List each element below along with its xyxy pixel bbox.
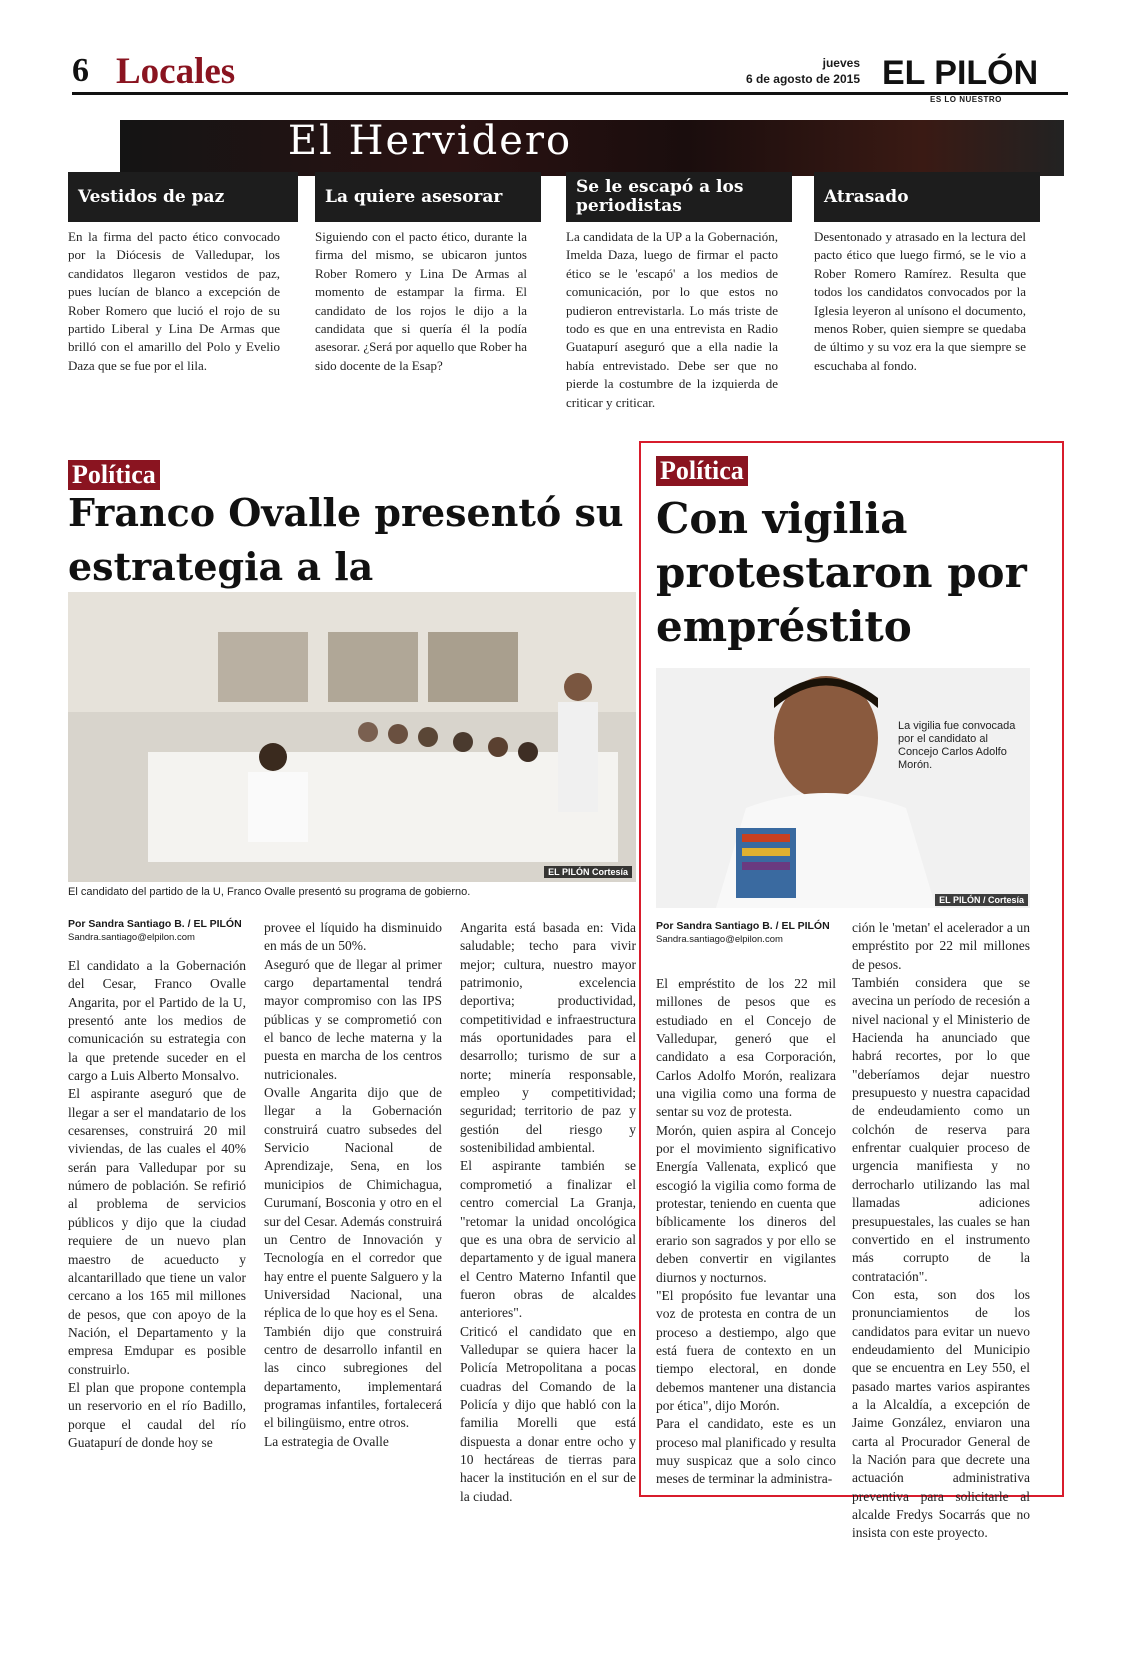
article-headline: Franco Ovalle presentó su estrategia a la (68, 490, 624, 589)
section-title: Locales (116, 51, 236, 92)
article-column: El candidato a la Gobernación del Cesar, Franco Ovalle Angarita, por el Partido de la U, presentó ante los medios de comunicación su estrategia con la que pretende suceder en el cargo a Luis Alberto Monsalvo. El aspirante aseguró que de llegar a ser el mandatario de los cesarenses, construirá 20 mil viviendas, de las cuales el 40% serán para Valledupar por su número de población. Se refirió al problema de servicios públicos y dijo que la ciudad requiere de un nuevo plan maestro de acueducto y alcantarillado que tiene un valor cercano a los 165 mil millones de pesos, que con apoyo de la Nación, el Departamento y la empresa Emdupar es posible construirlo. El plan que propone contempla un reservorio en el río Badillo, porque el caudal del río Guatapurí de donde hoy se (68, 958, 246, 1450)
article-column: provee el líquido ha disminuido en más de un 50%. Aseguró que de llegar al primer cargo departamental tendrá mayor compromiso con las IPS públicas y se comprometió con el banco de leche materna y la puesta en marcha de los centros nutricionales. Ovalle Angarita dijo que de llegar a la Gobernación construirá cuatro subsedes del Servicio Nacional de Aprendizaje, Sena, en los municipios de Chimichagua, Curumaní, Bosconia y otro en el sur del Cesar. Además construirá un Centro de Innovación y Tecnología en el corredor que hay entre el puente Salguero y la Universidad Nacional, una réplica de lo que hoy es el Sena. También dijo que construirá centro de desarrollo infantil en las cinco subregiones del departamento, implementará programas infantiles, fortalecerá el bilingüismo, entre otros. La estrategia de Ovalle (264, 920, 442, 1449)
photo-caption: El candidato del partido de la U, Franco Ovalle presentó su programa de gobierno. (68, 886, 471, 898)
email: Sandra.santiago@elpilon.com (68, 932, 195, 943)
header-date: 6 de agosto de 2015 (745, 72, 860, 86)
email: Sandra.santiago@elpilon.com (656, 934, 783, 945)
column-text: Siguiendo con el pacto ético, durante la firma del mismo, se ubicaron juntos Rober Romero y Lina De Armas al momento de estampar la firma. El candidato de los rojos le dijo a la candidata que si quería él la podía asesorar. ¿Será por aquello que Rober ha sido docente de la Esap? (315, 229, 527, 373)
column-heading: Vestidos de paz (68, 172, 298, 222)
header-day: jueves (822, 56, 860, 70)
photo-credit: EL PILÓN / Cortesía (935, 894, 1028, 906)
article-photo (656, 668, 1030, 908)
byline: Por Sandra Santiago B. / EL PILÓN (656, 920, 830, 932)
logo-slogan: ES LO NUESTRO (930, 95, 1002, 104)
article-photo (68, 592, 636, 882)
column-heading: Se le escapó a los periodistas (566, 172, 792, 222)
article-column: El empréstito de los 22 mil millones de pesos que es estudiado en el Concejo de Valledupar, generó que el candidato a esa Corporación, Carlos Adolfo Morón, realizara una vigilia como una forma de sentar su voz de protesta. Morón, quien aspira al Concejo por el movimiento significativo Energía Vallenata, explicó que escogió la vigilia como forma de protestar, teniendo en cuenta que bíblicamente los dineros del erario son sagrados y por ello se deben convertir en vigilantes diurnos y nocturnos. "El propósito fue levantar una voz de protesta en contra de un proceso a destiempo, algo que está fuera de contexto en un tiempo electoral, en donde debemos mantener una distancia por ética", dijo Morón. Para el candidato, este es un proceso mal planificado y resulta muy suspicaz que a solo cinco meses de terminar la administra- (656, 976, 836, 1487)
column-text: Desentonado y atrasado en la lectura del pacto ético que luego firmó, se le vio a Rober Romero Ramírez. Resulta que todos los candidatos convocados por la Iglesia leyeron al unísono el documento, menos Rober, quien siempre se quedaba de último y su voz era la que siempre se escuchaba al fondo. (814, 229, 1026, 373)
header-rule (72, 92, 1068, 95)
category-label: Política (656, 456, 748, 486)
article-column: ción le 'metan' el acelerador a un empréstito por 22 mil millones de pesos. También considera que se avecina un período de recesión a nivel nacional y el Ministerio de Hacienda ha anunciado que habrá recortes, por lo que "deberíamos dejar nuestro presupuesto y nuestra capacidad de endeudamiento como un colchón de reserva para enfrentar cualquier proceso de urgencia manifiesta y no derrocharlo utilizando las mal llamadas adiciones presupuestales, las cuales se han convertido en el instrumento más corrupto de la contratación". Con esta, son dos los pronunciamientos de los candidatos para evitar un nuevo endeudamiento del Municipio que se encuentra en Ley 550, el pasado martes varios aspirantes a la Alcaldía, a excepción de Jaime González, enviaron una carta al Procurador General de la Nación para que decrete una actuación administrativa preventiva para solicitarle al alcalde Fredys Socarrás que no insista con este proyecto. (852, 920, 1030, 1541)
photo-credit: EL PILÓN Cortesía (544, 866, 632, 878)
column-heading: La quiere asesorar (315, 172, 541, 222)
article-headline: Con vigilia protestaron por empréstito (656, 494, 1027, 651)
newspaper-logo: EL PILÓN (882, 54, 1039, 92)
category-label: Política (68, 460, 160, 490)
page-number: 6 (72, 52, 89, 89)
photo-caption: La vigilia fue convocada por el candidato al Concejo Carlos Adolfo Morón. (898, 720, 1016, 771)
article-column: Angarita está basada en: Vida saludable; techo para vivir mejor; cultura, nuestro mayor patrimonio, excelencia deportiva; productividad, competitividad e infraestructura más oportunidades para el desarrollo; turismo de sur a norte; minería responsable, empleo y competitividad; seguridad; territorio de paz y gestión del riesgo y sostenibilidad ambiental. El aspirante también se comprometió a finalizar el centro comercial La Granja, "retomar la unidad oncológica que es una obra de servicio al departamento y de igual manera el Centro Materno Infantil que fueron obras de alcaldes anteriores". Criticó el candidato que en Valledupar se quiera hacer la Policía Metropolitana a pocas cuadras del Comando de la Policía y dijo que habló con la familia Morelli que está dispuesta a donar entre ocho y 10 hectáreas de tierras para hacer la institución en el sur de la ciudad. (460, 920, 636, 1504)
banner-title: El Hervidero (287, 118, 573, 164)
column-text: La candidata de la UP a la Gobernación, Imelda Daza, luego de firmar el pacto ético se le 'escapó' a los medios de comunicación, por lo que estos no pudieron entrevistarla. Lo más triste de todo es que en una entrevista en Radio Guatapurí aseguró que a ella nadie la había entrevistado. Debe ser que no pierde la costumbre de la izquierda de criticar y criticar. (566, 229, 778, 410)
byline: Por Sandra Santiago B. / EL PILÓN (68, 918, 242, 930)
column-heading: Atrasado (814, 172, 1040, 222)
column-text: En la firma del pacto ético convocado por la Diócesis de Valledupar, los candidatos llegaron vestidos de paz, pues lucían de blanco a excepción de Rober Romero que lució el rojo de su partido Liberal y Lina De Armas que brilló con el amarillo del Polo y Evelio Daza que se fue por el lila. (68, 229, 280, 373)
